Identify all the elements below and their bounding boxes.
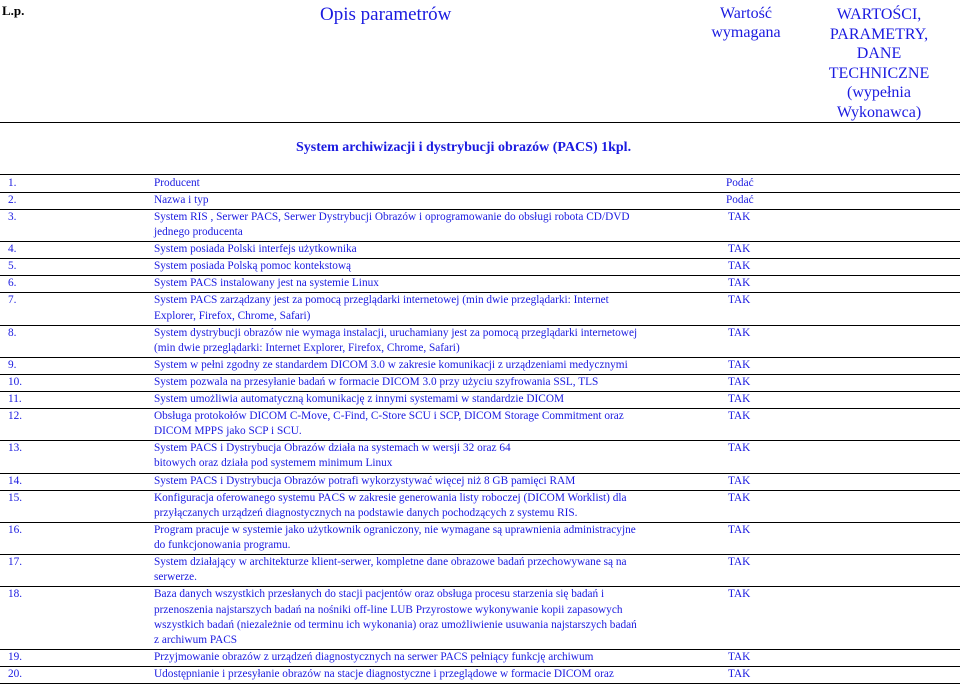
row-description [154, 193, 690, 208]
row-number: 1. [8, 177, 17, 189]
column-header-parametry-line: TECHNICZNE [828, 64, 930, 82]
row-description-line: System PACS i Dystrybucja Obrazów działa na systemach w wersji 32 oraz 64 [154, 442, 511, 455]
row-description-line: System pozwala na przesyłanie badań w formacie DICOM 3.0 przy użyciu szyfrowania SSL, TLS [154, 375, 599, 388]
row-description-line: DICOM MPPS jako SCP i SCU. [154, 425, 302, 438]
row-description-line: przenoszenia najstarszych badań na nośniki off-line LUB Przyrostowe wykonywanie kopii zapasowych [154, 603, 623, 616]
row-description-line: przyłączanych urządzeń diagnostycznych na podstawie danych pochodzących z systemu RIS. [154, 506, 578, 519]
row-description-line: wszystkich badań (niezależnie od terminu ich wykonania) oraz umożliwienie usuwania najstarszych badań [154, 618, 637, 631]
row-required-value: TAK [728, 556, 751, 569]
row-description-line: Producent [154, 177, 200, 189]
row-number: 20. [8, 668, 23, 681]
row-description [154, 358, 690, 373]
row-description-line: z archiwum PACS [154, 634, 238, 647]
row-required-value: TAK [728, 277, 751, 290]
row-description-line: System posiada Polską pomoc kontekstową [154, 260, 352, 273]
row-required-value: TAK [728, 442, 751, 455]
row-number: 18. [8, 588, 23, 601]
row-description [154, 259, 690, 274]
row-description [154, 667, 690, 682]
row-required-value: TAK [728, 243, 751, 256]
row-required-value: TAK [728, 358, 751, 371]
row-number: 19. [8, 651, 23, 664]
row-required-value: Podać [726, 194, 754, 206]
row-description [154, 176, 690, 191]
row-description-line: System dystrybucji obrazów nie wymaga instalacji, uruchamiany jest za pomocą przeglądarki internetowej [154, 326, 638, 339]
row-required-value: TAK [728, 588, 751, 601]
column-header-parametry [798, 5, 960, 122]
row-description [154, 491, 690, 522]
row-required-value: TAK [728, 651, 751, 664]
row-description-line: jednego producenta [154, 226, 243, 239]
row-description-line: serwerze. [154, 571, 197, 584]
section-title: System archiwizacji i dystrybucji obrazów (PACS) 1kpl. [296, 140, 632, 155]
row-required-value: TAK [728, 523, 751, 536]
row-description [154, 555, 690, 586]
row-number: 15. [8, 491, 23, 504]
row-number: 8. [8, 326, 17, 339]
row-description-line: Udostępnianie i przesyłanie obrazów na stacje diagnostyczne i przeglądowe w formacie DICOM oraz [154, 668, 614, 681]
column-header-parametry-line: DANE [856, 45, 902, 62]
column-header-wartosc [700, 4, 792, 42]
column-header-parametry-line: Wykonawca) [836, 103, 922, 121]
row-description-line: System PACS instalowany jest na systemie Linux [154, 277, 379, 290]
row-description-line: do funkcjonowania programu. [154, 539, 291, 552]
row-number: 11. [8, 392, 22, 405]
row-number: 16. [8, 523, 23, 536]
row-required-value: TAK [728, 491, 751, 504]
row-required-value: TAK [728, 375, 751, 388]
table-border [0, 174, 960, 175]
row-description [154, 242, 690, 257]
row-required-value: TAK [728, 392, 751, 405]
row-description-line: Konfiguracja oferowanego systemu PACS w zakresie generowania listy roboczej (DICOM Worklist) dla [154, 491, 627, 504]
row-description-line: System PACS i Dystrybucja Obrazów potrafi wykorzystywać więcej niż 8 GB pamięci RAM [154, 474, 576, 487]
row-description [154, 441, 690, 472]
row-number: 4. [8, 243, 17, 256]
row-required-value: TAK [728, 326, 751, 339]
row-number: 12. [8, 409, 23, 422]
column-header-opis: Opis parametrów [320, 4, 452, 25]
row-required-value: TAK [728, 668, 751, 681]
column-header-wartosc-line: Wartość [719, 5, 773, 22]
column-header-parametry-line: WARTOŚCI, [836, 6, 922, 23]
row-number: 7. [8, 294, 17, 307]
row-number: 9. [8, 358, 17, 371]
row-description [154, 474, 690, 489]
row-description [154, 276, 690, 291]
row-required-value: TAK [728, 294, 751, 307]
row-description-line: System PACS zarządzany jest za pomocą przeglądarki internetowej (min dwie przeglądarki: Internet [154, 294, 609, 307]
row-number: 17. [8, 556, 23, 569]
row-description-line: System RIS , Serwer PACS, Serwer Dystrybucji Obrazów i oprogramowanie do obsługi robota CD/DVD [154, 211, 630, 223]
row-description-line: Baza danych wszystkich przesłanych do stacji pacjentów oraz obsługa procesu starzenia się badań i [154, 588, 605, 601]
row-number: 13. [8, 442, 23, 455]
row-description [154, 210, 690, 241]
row-description-line: bitowych oraz działa pod systemem minimum Linux [154, 457, 393, 470]
row-description-line: Program pracuje w systemie jako użytkownik ograniczony, nie wymagane są uprawnienia administracyjne [154, 523, 636, 536]
row-description [154, 523, 690, 554]
row-number: 5. [8, 260, 17, 273]
row-required-value: TAK [728, 260, 751, 273]
row-description-line: (min dwie przeglądarki: Internet Explorer, Firefox, Chrome, Safari) [154, 341, 460, 354]
column-header-parametry-line: PARAMETRY, [829, 25, 929, 43]
row-required-value: Podać [726, 177, 754, 189]
row-description [154, 293, 690, 324]
row-required-value: TAK [728, 211, 751, 223]
row-number: 14. [8, 474, 23, 487]
table-border [0, 122, 960, 123]
row-number: 3. [8, 211, 17, 223]
column-header-wartosc-line: wymagana [711, 24, 781, 41]
row-description-line: System posiada Polski interfejs użytkownika [154, 243, 357, 256]
row-description [154, 326, 690, 357]
row-number: 6. [8, 277, 17, 290]
row-description [154, 409, 690, 440]
row-description [154, 392, 690, 407]
row-number: 2. [8, 194, 17, 206]
row-description-line: Obsługa protokołów DICOM C-Move, C-Find, C-Store SCU i SCP, DICOM Storage Commitment oraz [154, 409, 624, 422]
row-description-line: System umożliwia automatyczną komunikację z innymi systemami w standardzie DICOM [154, 392, 565, 405]
column-header-parametry-line: (wypełnia [847, 84, 911, 101]
row-description [154, 650, 690, 665]
row-description-line: Explorer, Firefox, Chrome, Safari) [154, 309, 311, 322]
column-header-lp: L.p. [2, 3, 25, 18]
row-required-value: TAK [728, 409, 751, 422]
row-description [154, 375, 690, 390]
row-number: 10. [8, 375, 23, 388]
row-description-line: Przyjmowanie obrazów z urządzeń diagnostycznych na serwer PACS pełniący funkcję archiwum [154, 651, 594, 664]
row-description-line: Nazwa i typ [154, 194, 209, 206]
row-description-line: System działający w architekturze klient-serwer, kompletne dane obrazowe badań przechowywane są na [154, 556, 627, 569]
row-description [154, 587, 690, 648]
row-required-value: TAK [728, 474, 751, 487]
row-description-line: System w pełni zgodny ze standardem DICOM 3.0 w zakresie komunikacji z urządzeniami medycznymi [154, 358, 628, 371]
